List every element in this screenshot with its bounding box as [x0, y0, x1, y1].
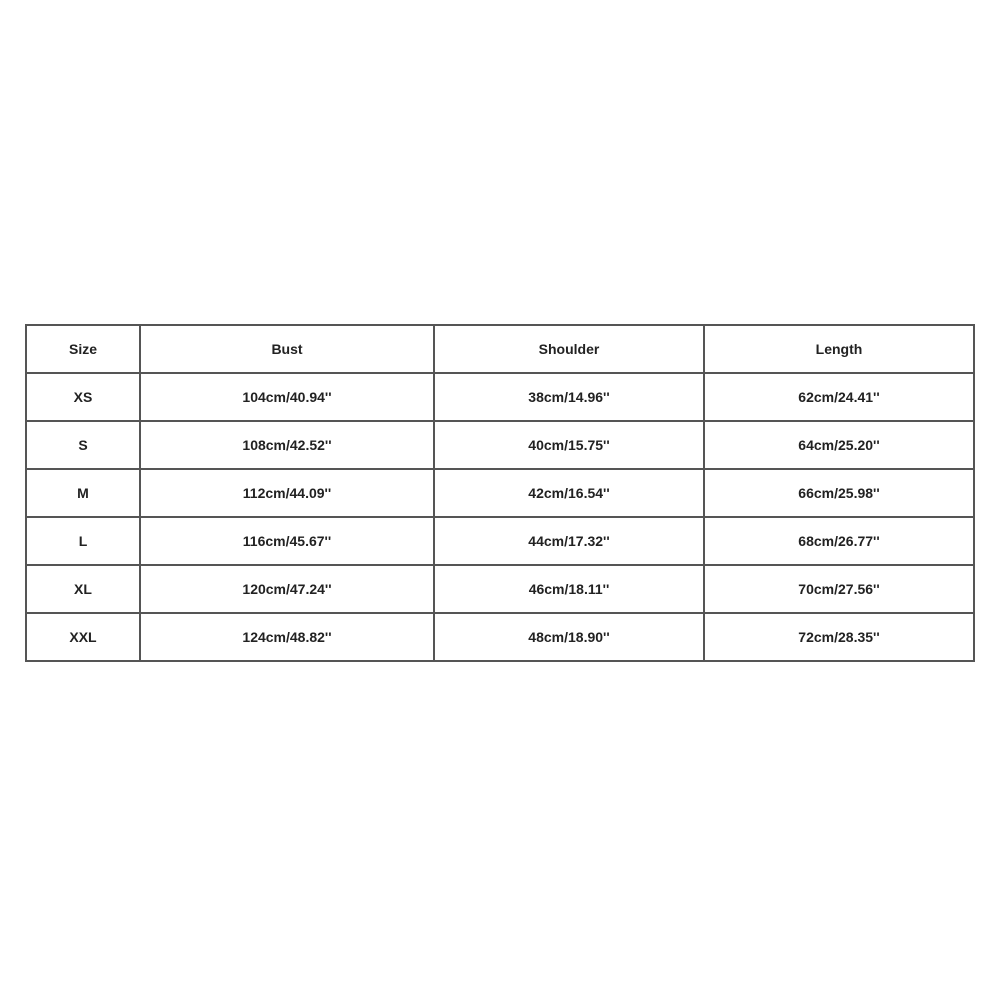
cell-length: 66cm/25.98''	[704, 469, 974, 517]
header-bust: Bust	[140, 325, 434, 373]
cell-size: L	[26, 517, 140, 565]
header-length: Length	[704, 325, 974, 373]
cell-length: 64cm/25.20''	[704, 421, 974, 469]
cell-bust: 116cm/45.67''	[140, 517, 434, 565]
table-row	[26, 373, 974, 421]
cell-bust: 124cm/48.82''	[140, 613, 434, 661]
header-shoulder: Shoulder	[434, 325, 704, 373]
cell-shoulder: 44cm/17.32''	[434, 517, 704, 565]
table-row	[26, 613, 974, 661]
cell-shoulder: 42cm/16.54''	[434, 469, 704, 517]
cell-size: XS	[26, 373, 140, 421]
cell-shoulder: 46cm/18.11''	[434, 565, 704, 613]
cell-length: 62cm/24.41''	[704, 373, 974, 421]
cell-size: XL	[26, 565, 140, 613]
cell-bust: 120cm/47.24''	[140, 565, 434, 613]
size-chart-table	[25, 324, 975, 662]
cell-shoulder: 48cm/18.90''	[434, 613, 704, 661]
table-body	[26, 373, 974, 661]
cell-bust: 108cm/42.52''	[140, 421, 434, 469]
cell-bust: 104cm/40.94''	[140, 373, 434, 421]
table-header	[26, 325, 974, 373]
cell-shoulder: 40cm/15.75''	[434, 421, 704, 469]
cell-length: 68cm/26.77''	[704, 517, 974, 565]
table-row	[26, 469, 974, 517]
header-size: Size	[26, 325, 140, 373]
header-row	[26, 325, 974, 373]
table-row	[26, 421, 974, 469]
cell-length: 70cm/27.56''	[704, 565, 974, 613]
cell-size: XXL	[26, 613, 140, 661]
table-row	[26, 517, 974, 565]
cell-length: 72cm/28.35''	[704, 613, 974, 661]
cell-size: S	[26, 421, 140, 469]
cell-shoulder: 38cm/14.96''	[434, 373, 704, 421]
table-row	[26, 565, 974, 613]
cell-size: M	[26, 469, 140, 517]
cell-bust: 112cm/44.09''	[140, 469, 434, 517]
